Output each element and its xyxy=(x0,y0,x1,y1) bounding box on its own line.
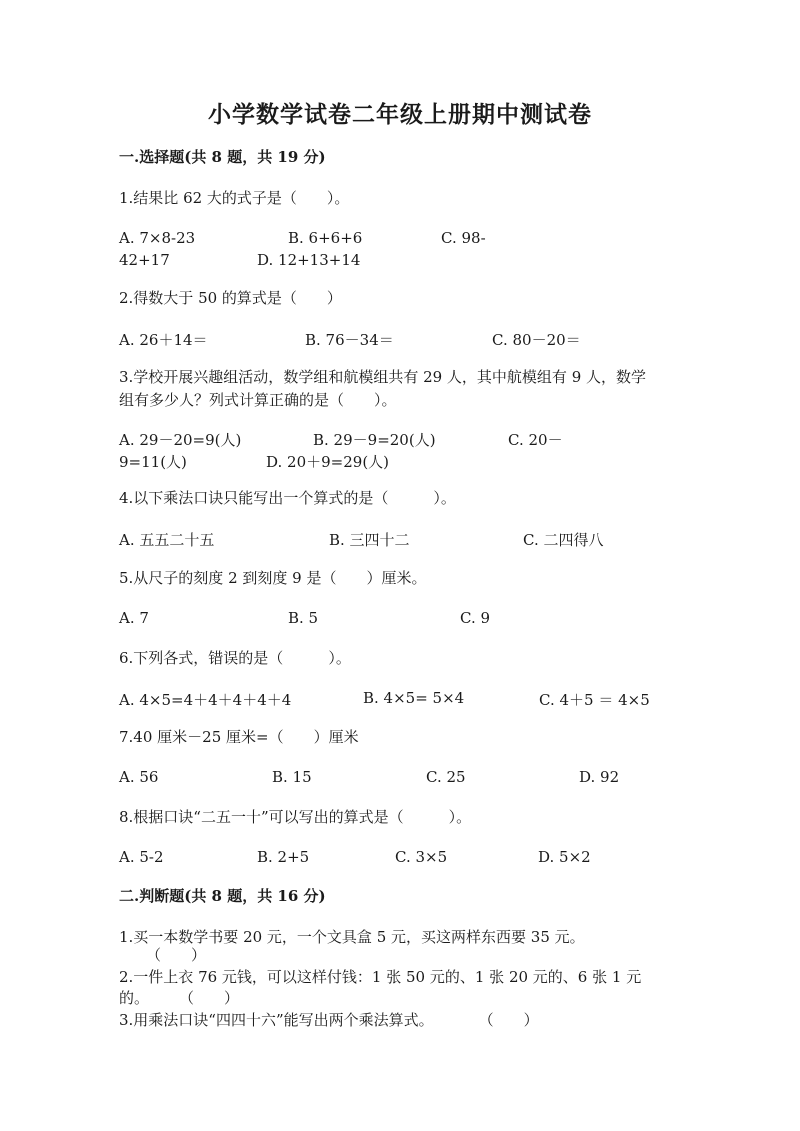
question-text: 8.根据口诀“二五一十”可以写出的算式是（ ）。 xyxy=(119,808,472,826)
option-d: D. 12+13+14 xyxy=(257,251,361,269)
option-b: B. 15 xyxy=(272,768,312,786)
question-text: 1.结果比 62 大的式子是（ ）。 xyxy=(119,189,350,207)
option-c-continued: 42+17 xyxy=(119,251,170,269)
option-c-continued: 9=11(人) xyxy=(119,453,187,471)
option-a: A. 4×5=4＋4＋4＋4＋4 xyxy=(119,691,292,709)
option-c: C. 98- xyxy=(441,229,486,247)
question-text-line-1: 1.买一本数学书要 20 元，一个文具盒 5 元，买这两样东西要 35 元。 xyxy=(119,928,585,946)
option-a: A. 7 xyxy=(119,609,149,627)
option-c: C. 3×5 xyxy=(395,848,448,866)
question-text: 5.从尺子的刻度 2 到刻度 9 是（ ）厘米。 xyxy=(119,569,427,587)
option-c: C. 80－20＝ xyxy=(492,331,581,349)
option-a: A. 7×8-23 xyxy=(119,229,196,247)
option-c: C. 4＋5 ＝ 4×5 xyxy=(539,691,650,709)
option-b: B. 29－9=20(人) xyxy=(313,431,436,449)
option-a: A. 56 xyxy=(119,768,159,786)
option-a: A. 29－20=9(人) xyxy=(119,431,242,449)
option-d: D. 5×2 xyxy=(538,848,591,866)
section-heading-judgement: 二.判断题(共 8 题，共 16 分) xyxy=(119,887,326,905)
page-title: 小学数学试卷二年级上册期中测试卷 xyxy=(208,101,592,128)
question-text: 6.下列各式，错误的是（ ）。 xyxy=(119,649,351,667)
option-b: B. 三四十二 xyxy=(329,531,410,549)
option-b: B. 4×5= 5×4 xyxy=(363,689,465,707)
question-text: 3.用乘法口诀“四四十六”能写出两个乘法算式。 （ ） xyxy=(119,1011,539,1029)
option-a: A. 五五二十五 xyxy=(119,531,215,549)
question-text-line-2: 组有多少人？列式计算正确的是（ ）。 xyxy=(119,391,397,409)
question-text-line-1: 3.学校开展兴趣组活动，数学组和航模组共有 29 人，其中航模组有 9 人，数学 xyxy=(119,368,647,386)
option-a: A. 5-2 xyxy=(119,848,164,866)
question-text: 7.40 厘米－25 厘米=（ ）厘米 xyxy=(119,728,359,746)
option-a: A. 26＋14＝ xyxy=(119,331,208,349)
answer-blank: （ ） xyxy=(146,946,207,964)
question-text: 2.得数大于 50 的算式是（ ） xyxy=(119,289,342,307)
option-b: B. 6+6+6 xyxy=(288,229,363,247)
option-b: B. 5 xyxy=(288,609,319,627)
option-c: C. 二四得八 xyxy=(523,531,604,549)
section-heading-choice: 一.选择题(共 8 题，共 19 分) xyxy=(119,148,326,166)
option-c: C. 25 xyxy=(426,768,466,786)
option-b: B. 76－34＝ xyxy=(305,331,394,349)
option-d: D. 20＋9=29(人) xyxy=(266,453,390,471)
option-b: B. 2+5 xyxy=(257,848,310,866)
option-c: C. 9 xyxy=(460,609,491,627)
question-text-line-1: 2.一件上衣 76 元钱，可以这样付钱：1 张 50 元的、1 张 20 元的、6 张 1 元 xyxy=(119,968,642,986)
question-text: 4.以下乘法口诀只能写出一个算式的是（ ）。 xyxy=(119,489,456,507)
option-d: D. 92 xyxy=(579,768,620,786)
question-text-line-2: 的。 （ ） xyxy=(119,989,240,1007)
option-c: C. 20－ xyxy=(508,431,563,449)
